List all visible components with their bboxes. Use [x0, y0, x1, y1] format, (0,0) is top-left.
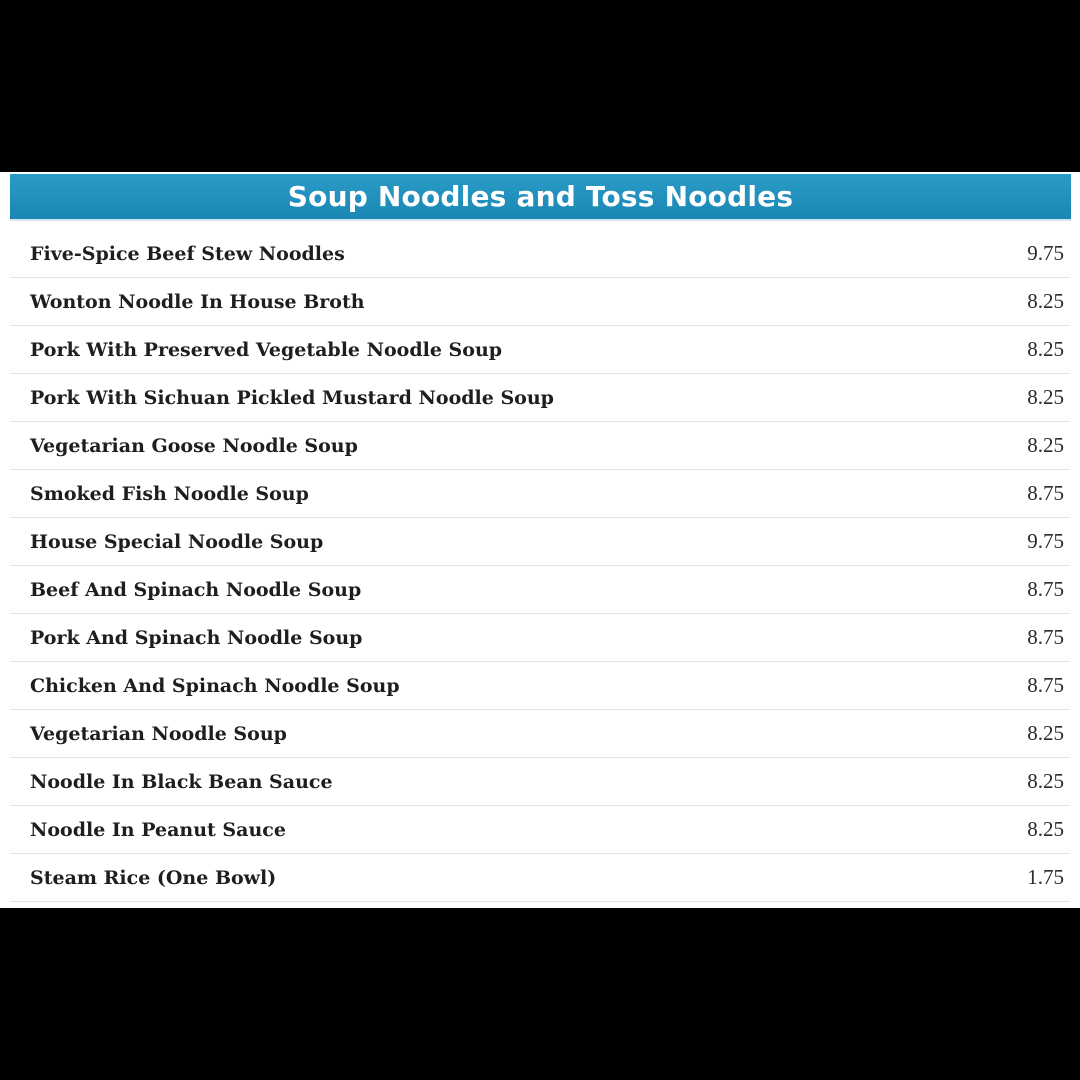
menu-item[interactable]	[10, 854, 1070, 902]
menu-item[interactable]	[10, 518, 1070, 566]
menu-header	[10, 174, 1071, 221]
menu-item-price: 8.75	[1027, 481, 1064, 505]
menu-item-price: 8.25	[1027, 721, 1064, 745]
menu-item-name: Smoked Fish Noodle Soup	[30, 482, 309, 505]
menu-item-price: 8.25	[1027, 433, 1064, 457]
menu-item-price: 8.25	[1027, 769, 1064, 793]
menu-item-price: 8.25	[1027, 337, 1064, 361]
menu-item-price: 9.75	[1027, 529, 1064, 553]
menu-item[interactable]	[10, 662, 1070, 710]
menu-item-name: Wonton Noodle In House Broth	[30, 290, 365, 313]
menu-title: Soup Noodles and Toss Noodles	[287, 180, 794, 213]
menu-item-price: 9.75	[1027, 241, 1064, 265]
menu-item[interactable]	[10, 326, 1070, 374]
menu-item-price: 8.75	[1027, 673, 1064, 697]
menu-item-price: 8.25	[1027, 385, 1064, 409]
menu-item-name: Chicken And Spinach Noodle Soup	[30, 674, 400, 697]
menu-item[interactable]	[10, 422, 1070, 470]
menu-item[interactable]	[10, 614, 1070, 662]
menu-list	[10, 230, 1070, 902]
menu-item-name: Vegetarian Goose Noodle Soup	[30, 434, 358, 457]
menu-item-name: Pork With Preserved Vegetable Noodle Soup	[30, 338, 503, 361]
menu-item[interactable]	[10, 374, 1070, 422]
menu-item[interactable]	[10, 710, 1070, 758]
menu-item-name: Noodle In Peanut Sauce	[30, 818, 286, 841]
menu-item-price: 1.75	[1027, 865, 1064, 889]
menu-item-name: Five-Spice Beef Stew Noodles	[30, 242, 345, 265]
menu-item[interactable]	[10, 566, 1070, 614]
menu-item-price: 8.25	[1027, 817, 1064, 841]
menu-panel	[0, 172, 1080, 908]
menu-item-name: Vegetarian Noodle Soup	[30, 722, 287, 745]
menu-item-name: Noodle In Black Bean Sauce	[30, 770, 333, 793]
menu-item-price: 8.25	[1027, 289, 1064, 313]
menu-item-name: Pork With Sichuan Pickled Mustard Noodle Soup	[30, 386, 554, 409]
menu-item-price: 8.75	[1027, 625, 1064, 649]
menu-item-name: Steam Rice (One Bowl)	[30, 866, 277, 889]
menu-item-name: Beef And Spinach Noodle Soup	[30, 578, 362, 601]
menu-item[interactable]	[10, 470, 1070, 518]
menu-item-name: Pork And Spinach Noodle Soup	[30, 626, 363, 649]
menu-item[interactable]	[10, 758, 1070, 806]
menu-item[interactable]	[10, 278, 1070, 326]
menu-item-name: House Special Noodle Soup	[30, 530, 324, 553]
menu-item-price: 8.75	[1027, 577, 1064, 601]
menu-item[interactable]	[10, 806, 1070, 854]
menu-item[interactable]	[10, 230, 1070, 278]
